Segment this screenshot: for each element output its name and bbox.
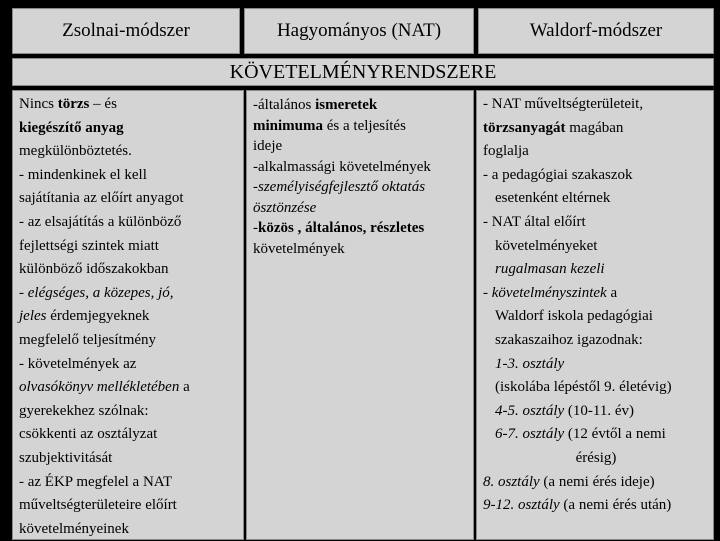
text-line: szakaszaihoz igazodnak: — [495, 331, 643, 348]
text-line: követelményeket — [495, 237, 598, 254]
text-line: gyerekekhez szólnak: — [19, 402, 149, 419]
text-line: ösztönzése — [253, 199, 317, 216]
text-line: 8. osztály (a nemi érés ideje) — [483, 473, 655, 490]
text-line: törzsanyagát magában — [483, 119, 624, 136]
banner-title: KÖVETELMÉNYRENDSZERE — [229, 60, 497, 83]
text-line: követelményeinek — [19, 520, 129, 537]
text-line: -általános ismeretek — [253, 97, 378, 113]
text-line: - követelmények az — [19, 355, 137, 372]
text-line: 4-5. osztály (10-11. év) — [495, 402, 635, 419]
text-line: érésig) — [575, 449, 617, 466]
text-line: 1-3. osztály — [495, 355, 565, 372]
text-line: -alkalmassági követelmények — [253, 158, 431, 175]
text-line: ideje — [253, 138, 283, 154]
nat-column — [246, 90, 474, 540]
text-line: kiegészítő anyag — [19, 119, 124, 136]
text-line: minimuma és a teljesítés — [253, 117, 406, 134]
text-line: megfelelő teljesítmény — [19, 331, 157, 348]
text-line: olvasókönyv mellékletében a — [19, 379, 190, 396]
text-line: 6-7. osztály (12 évtől a nemi — [495, 426, 666, 443]
text-line: különböző időszakokban — [19, 261, 169, 278]
text-line: - a pedagógiai szakaszok — [483, 166, 633, 183]
header-waldorf — [478, 8, 714, 54]
text-line: - az elsajátítás a különböző — [19, 213, 182, 230]
text-line: - az ÉKP megfelel a NAT — [19, 473, 173, 490]
zsolnai-column — [12, 90, 244, 540]
text-line: jeles érdemjegyeknek — [19, 308, 150, 325]
text-line: -közös , általános, részletes — [253, 220, 425, 236]
header-zsolnai-label: Zsolnai-módszer — [62, 20, 190, 41]
waldorf-column — [476, 90, 714, 540]
text-line: - NAT műveltségterületeit, — [483, 96, 644, 112]
header-hagyomanyos — [244, 8, 474, 54]
text-line: szubjektivitását — [19, 449, 113, 466]
text-line: - elégséges, a közepes, jó, — [19, 284, 174, 301]
text-line: sajátítania az előírt anyagot — [19, 190, 184, 207]
text-line: foglalja — [483, 143, 529, 160]
text-line: műveltségterületeire előírt — [19, 497, 177, 514]
header-waldorf-label: Waldorf-módszer — [529, 20, 663, 41]
text-line: megkülönböztetés. — [19, 143, 132, 160]
text-line: 9-12. osztály (a nemi érés után) — [483, 497, 672, 514]
text-line: - NAT által előírt — [483, 213, 586, 230]
header-zsolnai — [12, 8, 240, 54]
banner-row — [12, 58, 714, 86]
text-line: (iskolába lépéstől 9. életévig) — [495, 379, 672, 396]
text-line: - mindenkinek el kell — [19, 166, 147, 183]
text-line: Nincs törzs – és — [19, 96, 117, 112]
text-line: - követelményszintek a — [483, 284, 618, 301]
text-line: Waldorf iskola pedagógiai — [495, 308, 653, 325]
text-line: rugalmasan kezeli — [495, 261, 605, 278]
text-line: csökkenti az osztályzat — [19, 426, 158, 443]
text-line: -személyiségfejlesztő oktatás — [253, 179, 426, 195]
text-line: követelmények — [253, 240, 345, 257]
header-hagyomanyos-label: Hagyományos (NAT) — [276, 20, 442, 41]
text-line: fejlettségi szintek miatt — [19, 237, 159, 254]
text-line: esetenként eltérnek — [495, 190, 611, 207]
